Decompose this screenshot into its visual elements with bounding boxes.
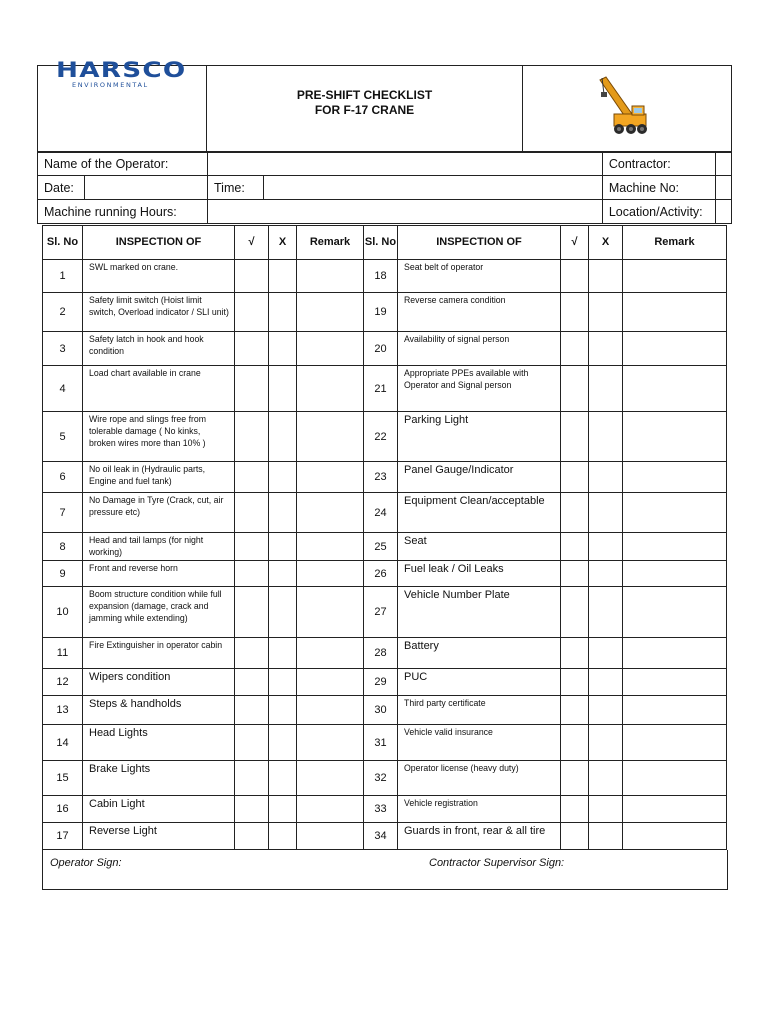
item-number-left [43, 587, 83, 638]
item-number-left-text: 17 [56, 830, 69, 842]
remark-cell-left[interactable] [297, 533, 364, 561]
item-description-left [83, 725, 235, 761]
header-table [37, 58, 732, 153]
col-remark-right: Remark [623, 226, 727, 260]
item-description-right-text: Reverse camera condition [404, 295, 506, 306]
time-field[interactable] [264, 176, 603, 200]
tick-cell-left[interactable] [235, 725, 269, 761]
logo-main-text: HARSCO [56, 58, 187, 82]
item-description-right-text: Parking Light [404, 414, 469, 426]
tick-cell-right[interactable] [561, 366, 589, 412]
item-number-left [43, 725, 83, 761]
remark-cell-right[interactable] [623, 761, 727, 796]
remark-cell-left[interactable] [297, 696, 364, 725]
tick-cell-right[interactable] [561, 293, 589, 332]
remark-cell-right[interactable] [623, 725, 727, 761]
tick-cell-left[interactable] [235, 533, 269, 561]
col-inspection-right: INSPECTION OF [398, 226, 561, 260]
remark-cell-right[interactable] [623, 366, 727, 412]
item-description-right [398, 561, 561, 587]
cross-cell-left[interactable] [269, 561, 297, 587]
tick-cell-right[interactable] [561, 260, 589, 293]
item-number-right-text: 24 [374, 506, 387, 519]
item-number-left [43, 561, 83, 587]
item-number-right-text: 22 [374, 430, 387, 443]
item-description-left-text: Safety limit switch (Hoist limit switch, Overload indicator / SLI unit) [89, 295, 229, 318]
item-description-left-text: Front and reverse horn [89, 563, 178, 574]
item-number-right-text: 20 [374, 342, 387, 355]
item-number-left-text: 10 [56, 606, 69, 618]
item-number-right [364, 293, 398, 332]
item-description-left [83, 412, 235, 462]
item-description-left [83, 638, 235, 669]
hours-label: Machine running Hours: [38, 200, 208, 224]
item-number-right [364, 533, 398, 561]
item-number-right [364, 638, 398, 669]
title-line-2: FOR F-17 CRANE [314, 103, 415, 117]
cross-cell-right[interactable] [589, 725, 623, 761]
item-description-right-text: Vehicle registration [404, 798, 478, 809]
remark-cell-left[interactable] [297, 587, 364, 638]
col-remark-left: Remark [297, 226, 364, 260]
remark-cell-right[interactable] [623, 587, 727, 638]
item-number-right [364, 260, 398, 293]
tick-cell-left[interactable] [235, 366, 269, 412]
cross-cell-right[interactable] [589, 587, 623, 638]
tick-cell-left[interactable] [235, 796, 269, 823]
table-row [43, 260, 727, 293]
item-description-left-text: Head Lights [89, 727, 148, 739]
tick-cell-right[interactable] [561, 796, 589, 823]
cross-cell-right[interactable] [589, 823, 623, 850]
title-line-1: PRE-SHIFT CHECKLIST [296, 88, 433, 102]
logo-cell [38, 58, 207, 153]
item-number-right [364, 366, 398, 412]
remark-cell-right[interactable] [623, 412, 727, 462]
item-number-right-text: 28 [374, 647, 387, 659]
item-description-right [398, 638, 561, 669]
table-row [43, 293, 727, 332]
table-row [43, 823, 727, 850]
cross-cell-right[interactable] [589, 260, 623, 293]
item-description-right-text: Appropriate PPEs available with Operator and Signal person [404, 368, 529, 391]
checklist-table [42, 225, 727, 850]
tick-cell-right[interactable] [561, 823, 589, 850]
item-number-right [364, 462, 398, 493]
col-cross-left: X [269, 226, 297, 260]
item-description-left-text: Reverse Light [89, 825, 157, 837]
item-number-left-text: 2 [59, 306, 66, 318]
item-number-left-text: 5 [59, 430, 66, 443]
cross-cell-right[interactable] [589, 696, 623, 725]
cross-cell-right[interactable] [589, 366, 623, 412]
table-row [43, 533, 727, 561]
remark-cell-left[interactable] [297, 493, 364, 533]
item-number-left [43, 823, 83, 850]
remark-cell-right[interactable] [623, 493, 727, 533]
item-description-left-text: Cabin Light [89, 798, 145, 810]
cross-cell-right[interactable] [589, 533, 623, 561]
item-description-right-text: Seat [404, 535, 427, 547]
item-number-left [43, 669, 83, 696]
item-description-right [398, 260, 561, 293]
col-sl-left: Sl. No [43, 226, 83, 260]
cross-cell-right[interactable] [589, 638, 623, 669]
tick-cell-right[interactable] [561, 462, 589, 493]
cross-cell-left[interactable] [269, 669, 297, 696]
tick-cell-right[interactable] [561, 533, 589, 561]
cross-cell-left[interactable] [269, 533, 297, 561]
cross-cell-left[interactable] [269, 332, 297, 366]
remark-cell-left[interactable] [297, 761, 364, 796]
tick-cell-right[interactable] [561, 638, 589, 669]
remark-cell-left[interactable] [297, 412, 364, 462]
cross-cell-right[interactable] [589, 412, 623, 462]
cross-cell-left[interactable] [269, 587, 297, 638]
tick-cell-right[interactable] [561, 412, 589, 462]
item-number-right [364, 823, 398, 850]
item-number-right [364, 332, 398, 366]
item-number-left [43, 638, 83, 669]
remark-cell-right[interactable] [623, 260, 727, 293]
hours-field[interactable] [208, 200, 603, 224]
col-inspection-left: INSPECTION OF [83, 226, 235, 260]
item-number-right-text: 23 [374, 471, 387, 483]
item-number-left-text: 3 [59, 342, 66, 355]
item-description-left [83, 587, 235, 638]
item-number-left-text: 11 [56, 647, 69, 659]
table-row [43, 462, 727, 493]
item-number-left [43, 260, 83, 293]
tick-cell-right[interactable] [561, 669, 589, 696]
cross-cell-left[interactable] [269, 696, 297, 725]
operator-sign-label: Operator Sign: [50, 857, 122, 869]
checklist-header-row [43, 226, 727, 260]
item-number-left-text: 9 [59, 567, 66, 580]
table-row [43, 493, 727, 533]
operator-info-table [37, 151, 732, 224]
cross-cell-left[interactable] [269, 493, 297, 533]
item-description-left [83, 823, 235, 850]
title-cell [207, 66, 523, 153]
item-number-right-text: 29 [374, 676, 387, 688]
item-number-right-text: 25 [374, 540, 387, 553]
cross-cell-right[interactable] [589, 561, 623, 587]
tick-cell-left[interactable] [235, 823, 269, 850]
col-sl-right: Sl. No [364, 226, 398, 260]
cross-cell-left[interactable] [269, 260, 297, 293]
time-label: Time: [208, 176, 264, 200]
item-description-left [83, 332, 235, 366]
tick-cell-left[interactable] [235, 561, 269, 587]
location-label: Location/Activity: [602, 200, 715, 224]
item-number-left-text: 1 [59, 270, 66, 282]
date-label: Date: [38, 176, 85, 200]
remark-cell-left[interactable] [297, 669, 364, 696]
machine-no-field[interactable] [715, 176, 731, 200]
item-description-right [398, 493, 561, 533]
remark-cell-left[interactable] [297, 725, 364, 761]
item-number-left-text: 15 [56, 772, 69, 784]
col-tick-right: √ [561, 226, 589, 260]
remark-cell-right[interactable] [623, 462, 727, 493]
item-number-right [364, 561, 398, 587]
tick-cell-left[interactable] [235, 293, 269, 332]
item-number-right-text: 34 [374, 830, 387, 842]
table-row [43, 332, 727, 366]
item-number-right-text: 21 [374, 382, 387, 395]
item-number-left [43, 696, 83, 725]
item-description-right [398, 587, 561, 638]
tick-cell-left[interactable] [235, 761, 269, 796]
table-row [43, 725, 727, 761]
item-description-right-text: Equipment Clean/acceptable [404, 495, 545, 507]
item-description-left-text: Brake Lights [89, 763, 151, 775]
item-number-right-text: 27 [374, 606, 387, 618]
item-description-left-text: Wire rope and slings free from tolerable damage ( No kinks, broken wires more than 10% ) [89, 414, 207, 449]
item-description-right-text: Panel Gauge/Indicator [404, 464, 514, 476]
item-description-right-text: Vehicle Number Plate [404, 589, 510, 601]
cross-cell-left[interactable] [269, 366, 297, 412]
cross-cell-left[interactable] [269, 823, 297, 850]
item-description-right-text: Seat belt of operator [404, 262, 484, 273]
item-description-right-text: Vehicle valid insurance [404, 727, 493, 738]
remark-cell-left[interactable] [297, 260, 364, 293]
item-number-left-text: 13 [56, 704, 69, 716]
remark-cell-left[interactable] [297, 823, 364, 850]
remark-cell-right[interactable] [623, 561, 727, 587]
item-number-right [364, 796, 398, 823]
operator-name-field[interactable] [208, 152, 603, 176]
table-row [43, 587, 727, 638]
item-description-right-text: Fuel leak / Oil Leaks [404, 563, 504, 575]
item-description-left [83, 293, 235, 332]
tick-cell-right[interactable] [561, 561, 589, 587]
item-description-right [398, 293, 561, 332]
item-description-left-text: Fire Extinguisher in operator cabin [89, 640, 223, 651]
contractor-field[interactable] [715, 152, 731, 176]
tick-cell-left[interactable] [235, 696, 269, 725]
item-description-left [83, 493, 235, 533]
item-number-right [364, 493, 398, 533]
item-description-right-text: Guards in front, rear & all tire [404, 825, 546, 837]
item-number-left [43, 493, 83, 533]
cross-cell-right[interactable] [589, 761, 623, 796]
tick-cell-left[interactable] [235, 669, 269, 696]
item-number-left [43, 533, 83, 561]
item-number-left-text: 16 [56, 803, 69, 815]
item-number-right-text: 31 [374, 736, 387, 749]
item-number-left-text: 7 [59, 506, 66, 519]
tick-cell-left[interactable] [235, 587, 269, 638]
tick-cell-left[interactable] [235, 332, 269, 366]
item-description-left [83, 366, 235, 412]
item-number-right [364, 412, 398, 462]
item-number-right-text: 32 [374, 772, 387, 784]
remark-cell-left[interactable] [297, 561, 364, 587]
operator-label: Name of the Operator: [38, 152, 208, 176]
cross-cell-left[interactable] [269, 796, 297, 823]
item-description-right [398, 823, 561, 850]
item-description-left [83, 260, 235, 293]
machine-no-label: Machine No: [602, 176, 715, 200]
table-row [43, 412, 727, 462]
remark-cell-left[interactable] [297, 332, 364, 366]
table-row [43, 638, 727, 669]
item-description-right-text: Availability of signal person [404, 334, 510, 345]
item-description-right [398, 366, 561, 412]
item-description-left-text: No Damage in Tyre (Crack, cut, air pressure etc) [89, 495, 224, 518]
cross-cell-left[interactable] [269, 412, 297, 462]
item-description-left [83, 462, 235, 493]
tick-cell-right[interactable] [561, 587, 589, 638]
contractor-label: Contractor: [602, 152, 715, 176]
item-description-left [83, 696, 235, 725]
remark-cell-right[interactable] [623, 638, 727, 669]
col-cross-right: X [589, 226, 623, 260]
table-row [43, 796, 727, 823]
col-tick-left: √ [235, 226, 269, 260]
remark-cell-left[interactable] [297, 638, 364, 669]
item-number-left-text: 4 [59, 382, 66, 395]
cross-cell-left[interactable] [269, 293, 297, 332]
cross-cell-right[interactable] [589, 293, 623, 332]
item-description-right [398, 462, 561, 493]
table-row [43, 761, 727, 796]
remark-cell-left[interactable] [297, 366, 364, 412]
signature-area [42, 850, 728, 890]
tick-cell-left[interactable] [235, 638, 269, 669]
item-description-right [398, 796, 561, 823]
item-number-left [43, 332, 83, 366]
item-number-left [43, 293, 83, 332]
remark-cell-right[interactable] [623, 332, 727, 366]
item-description-right-text: PUC [404, 671, 428, 683]
item-description-left [83, 561, 235, 587]
tick-cell-left[interactable] [235, 412, 269, 462]
cross-cell-left[interactable] [269, 761, 297, 796]
item-number-right-text: 30 [374, 704, 387, 716]
cross-cell-right[interactable] [589, 462, 623, 493]
form-title [207, 88, 522, 118]
item-description-right [398, 696, 561, 725]
supervisor-sign-label: Contractor Supervisor Sign: [429, 857, 565, 869]
cross-cell-right[interactable] [589, 332, 623, 366]
item-description-right [398, 761, 561, 796]
item-description-right-text: Operator license (heavy duty) [404, 763, 519, 774]
item-number-right [364, 669, 398, 696]
tick-cell-left[interactable] [235, 493, 269, 533]
item-description-left [83, 796, 235, 823]
item-number-left [43, 462, 83, 493]
remark-cell-left[interactable] [297, 293, 364, 332]
remark-cell-right[interactable] [623, 823, 727, 850]
item-description-left-text: Boom structure condition while full expansion (damage, crack and jamming while extending) [89, 589, 222, 624]
tick-cell-left[interactable] [235, 462, 269, 493]
item-number-left-text: 6 [59, 471, 66, 483]
item-description-left [83, 669, 235, 696]
item-number-left-text: 12 [56, 676, 69, 688]
item-description-left-text: Head and tail lamps (for night working) [89, 535, 204, 558]
table-row [43, 696, 727, 725]
remark-cell-right[interactable] [623, 533, 727, 561]
item-description-left-text: Steps & handholds [89, 698, 182, 710]
table-row [43, 366, 727, 412]
item-number-right [364, 725, 398, 761]
tick-cell-right[interactable] [561, 493, 589, 533]
date-field[interactable] [85, 176, 208, 200]
item-number-left [43, 796, 83, 823]
item-description-left-text: No oil leak in (Hydraulic parts, Engine and fuel tank) [89, 464, 206, 487]
remark-cell-right[interactable] [623, 796, 727, 823]
item-description-right [398, 533, 561, 561]
item-number-right-text: 26 [374, 567, 387, 580]
table-row [43, 669, 727, 696]
remark-cell-right[interactable] [623, 696, 727, 725]
cross-cell-right[interactable] [589, 493, 623, 533]
cross-cell-left[interactable] [269, 725, 297, 761]
item-description-left [83, 761, 235, 796]
item-description-right [398, 669, 561, 696]
item-description-left [83, 533, 235, 561]
item-number-left-text: 8 [59, 540, 66, 553]
tick-cell-right[interactable] [561, 725, 589, 761]
item-number-right [364, 696, 398, 725]
item-description-left-text: Wipers condition [89, 671, 171, 683]
remark-cell-left[interactable] [297, 796, 364, 823]
cross-cell-right[interactable] [589, 669, 623, 696]
item-description-right-text: Third party certificate [404, 698, 486, 709]
item-number-left [43, 412, 83, 462]
crane-image-cell [523, 66, 732, 153]
tick-cell-right[interactable] [561, 332, 589, 366]
harsco-logo [38, 58, 206, 89]
item-number-left [43, 366, 83, 412]
item-number-right-text: 18 [374, 270, 387, 282]
item-number-right [364, 761, 398, 796]
item-description-left-text: Load chart available in crane [89, 368, 201, 379]
remark-cell-right[interactable] [623, 669, 727, 696]
item-description-left-text: Safety latch in hook and hook condition [89, 334, 204, 357]
logo-sub-text: ENVIRONMENTAL [72, 81, 149, 89]
table-row [43, 561, 727, 587]
cross-cell-left[interactable] [269, 638, 297, 669]
item-number-right-text: 33 [374, 803, 387, 815]
location-field[interactable] [715, 200, 731, 224]
item-description-right [398, 412, 561, 462]
item-description-right-text: Battery [404, 640, 439, 652]
item-description-right [398, 332, 561, 366]
cross-cell-right[interactable] [589, 796, 623, 823]
tick-cell-right[interactable] [561, 696, 589, 725]
item-description-right [398, 725, 561, 761]
item-number-right-text: 19 [374, 306, 387, 318]
item-number-left [43, 761, 83, 796]
remark-cell-left[interactable] [297, 462, 364, 493]
remark-cell-right[interactable] [623, 293, 727, 332]
tick-cell-left[interactable] [235, 260, 269, 293]
crane-icon [592, 72, 662, 142]
item-description-left-text: SWL marked on crane. [89, 262, 179, 273]
tick-cell-right[interactable] [561, 761, 589, 796]
item-number-left-text: 14 [56, 736, 69, 749]
cross-cell-left[interactable] [269, 462, 297, 493]
item-number-right [364, 587, 398, 638]
